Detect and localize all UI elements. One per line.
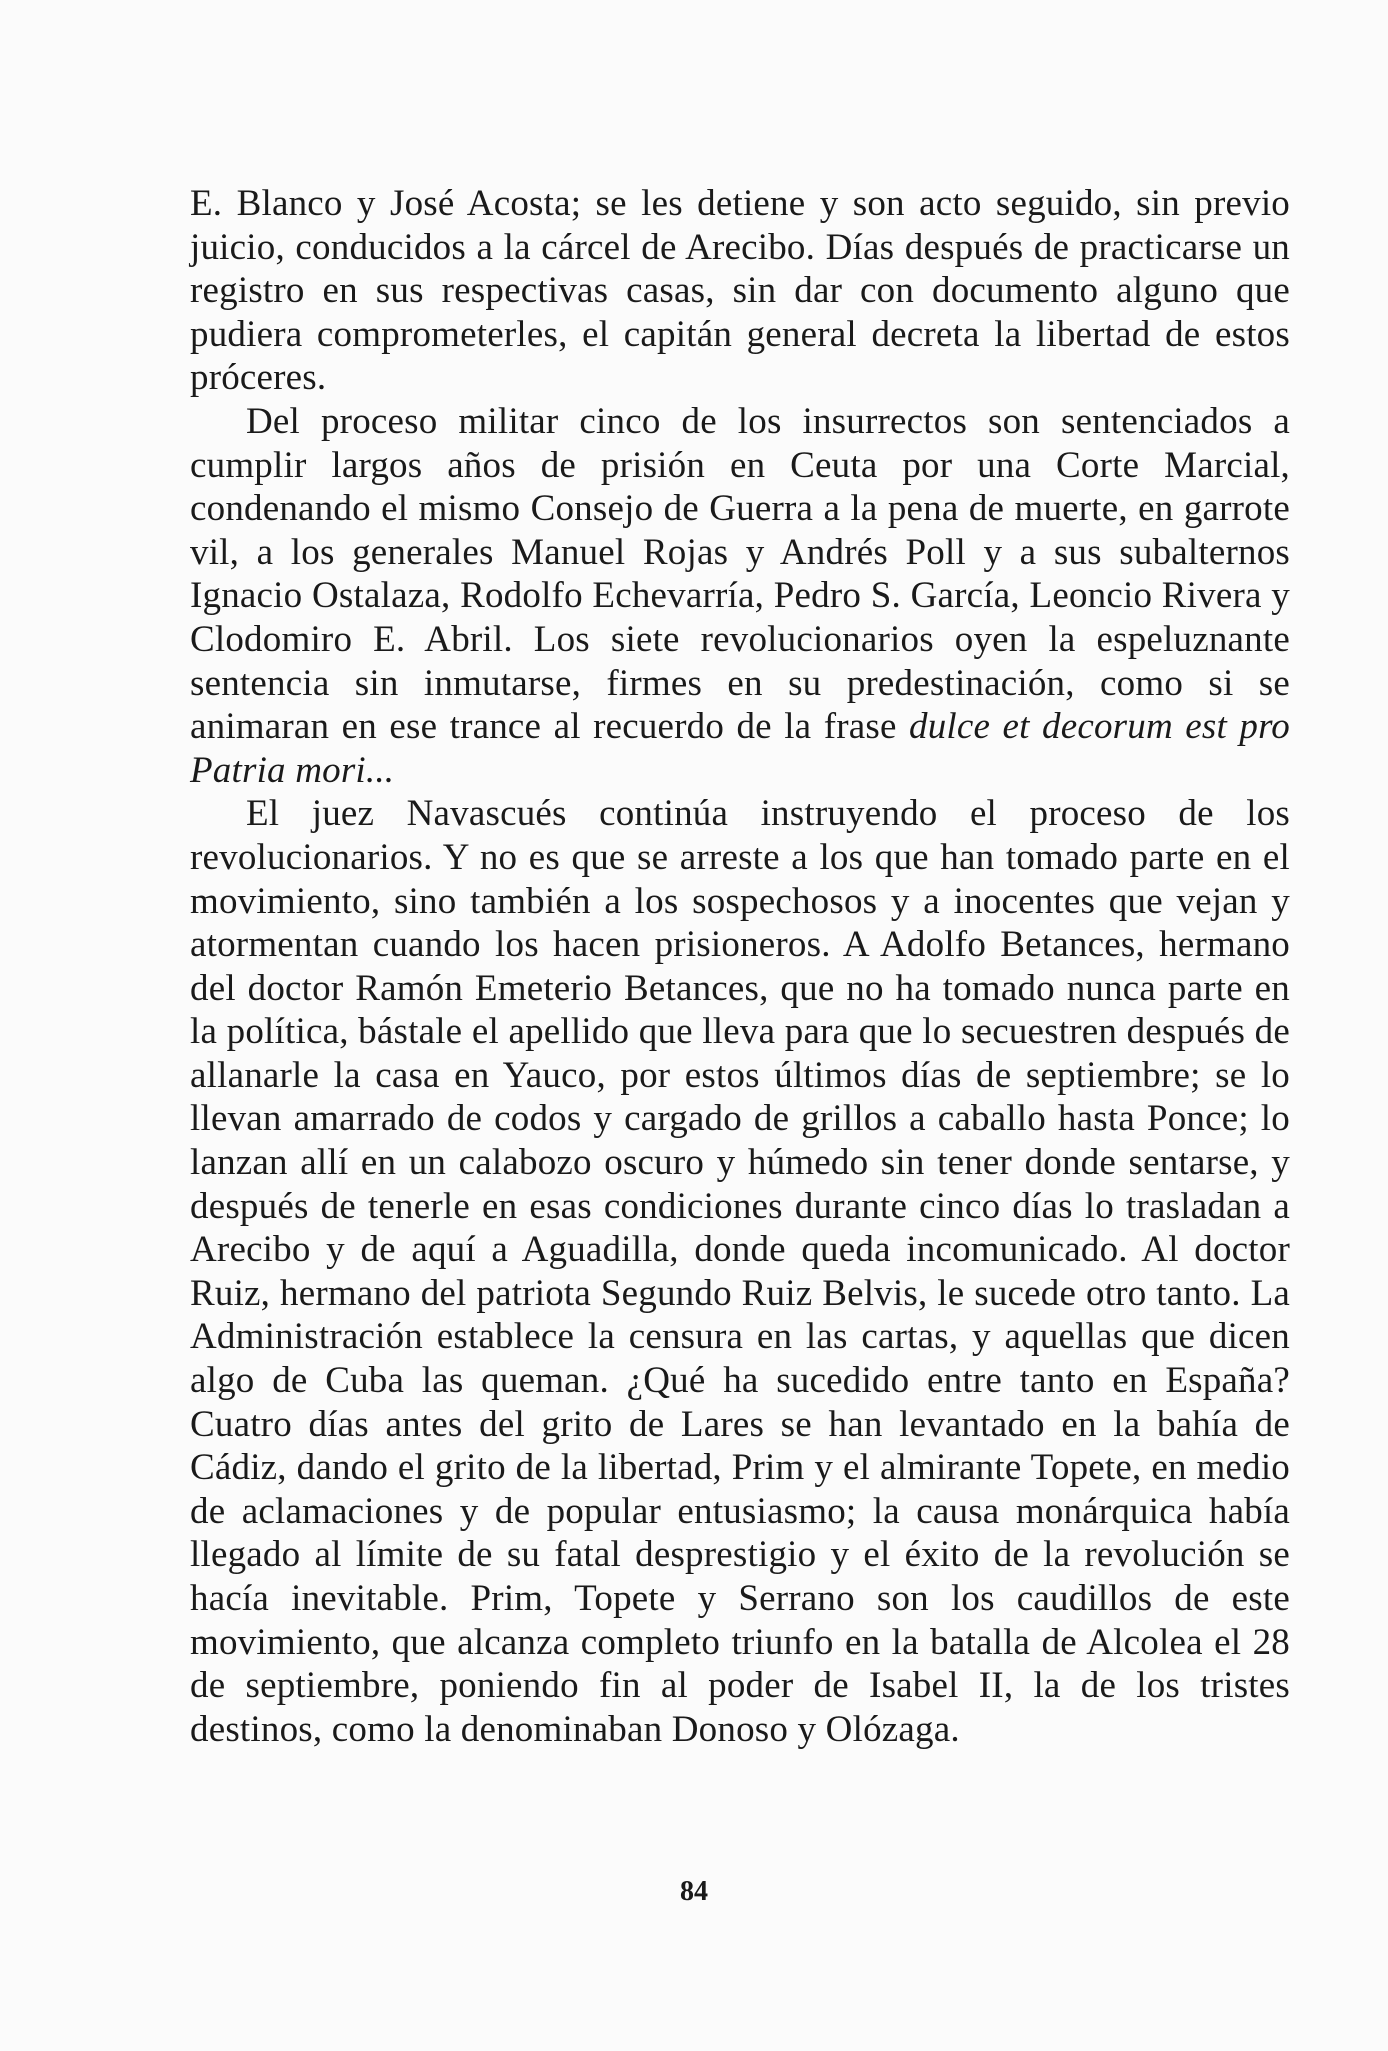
paragraph-3: El juez Navascués continúa instruyendo el proceso de los revolucionarios. Y no es que se arreste a los que han tomado parte en el movimiento, sino también a los sospechosos y a inocentes que vejan y atormentan cuando los hacen prisioneros. A Adolfo Betances, hermano del doctor Ramón Emeterio Betances, que no ha tomado nunca parte en la política, bástale el apellido que lleva para que lo secuestren después de allanarle la casa en Yauco, por estos últimos días de septiembre; se lo llevan amarrado de codos y cargado de grillos a caballo hasta Ponce; lo lanzan allí en un calabozo oscuro y húmedo sin tener donde sentarse, y después de tenerle en esas condiciones durante cinco días lo trasladan a Arecibo y de aquí a Aguadilla, donde queda incomunicado. Al doctor Ruiz, hermano del patriota Segundo Ruiz Belvis, le sucede otro tanto. La Administración establece la censura en las cartas, y aquellas que dicen algo de Cuba las queman. ¿Qué ha sucedido entre tanto en España? Cuatro días antes del grito de Lares se han levantado en la bahía de Cádiz, dando el grito de la libertad, Prim y el almirante Topete, en medio de aclamaciones y de popular entusiasmo; la causa monárquica había llegado al límite de su fatal desprestigio y el éxito de la revolución se hacía inevitable. Prim, Topete y Serrano son los caudillos de este movimiento, que alcanza completo triunfo en la batalla de Alcolea el 28 de septiembre, poniendo fin al poder de Isabel II, la de los tristes destinos, como la denominaban Donoso y Olózaga. (190, 793, 1290, 1750)
body-text (190, 182, 1290, 1751)
latin-quote: dulce et decorum est pro Patria mori... (190, 706, 1291, 791)
page-number: 84 (680, 1876, 708, 1907)
paragraph-2-text: Del proceso militar cinco de los insurrectos son sentenciados a cumplir largos años de prisión en Ceuta por una Corte Marcial, condenando el mismo Consejo de Guerra a la pena de muerte, en garrote vil, a los generales Manuel Rojas y Andrés Poll y a sus subalternos Ignacio Ostalaza, Rodolfo Echevarría, Pedro S. García, Leoncio Rivera y Clodomiro E. Abril. Los siete revolucionarios oyen la espeluznante sentencia sin inmutarse, firmes en su predestinación, como si se animaran en ese trance al recuerdo de la frase (190, 400, 1290, 748)
paragraph-2 (190, 400, 1290, 792)
paragraph-1: E. Blanco y José Acosta; se les detiene y son acto seguido, sin previo juicio, conducidos a la cárcel de Arecibo. Días después de practicarse un registro en sus respectivas casas, sin dar con documento alguno que pudiera comprometerles, el capitán general decreta la libertad de estos próceres. (190, 183, 1290, 399)
